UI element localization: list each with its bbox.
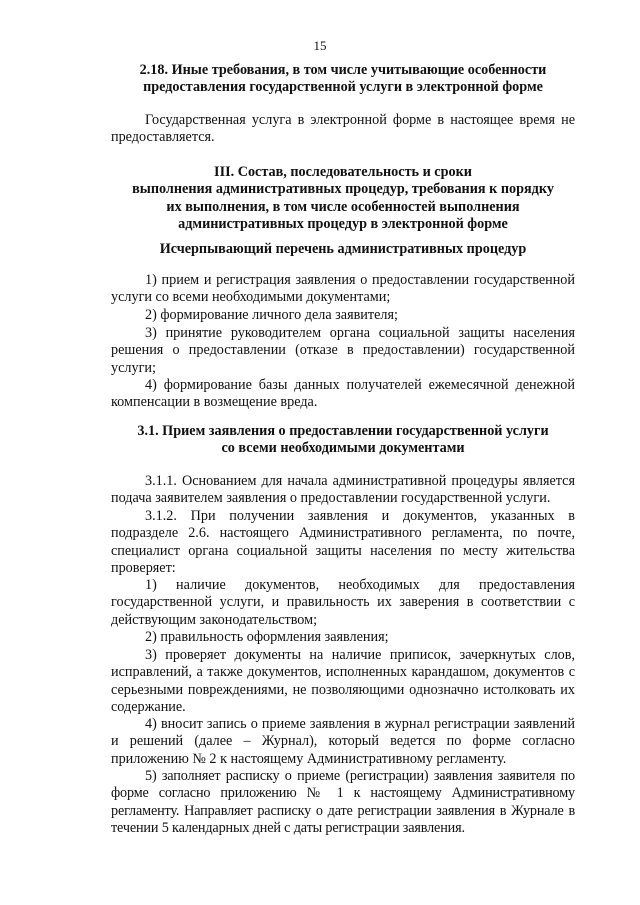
- section-3-title-line: III. Состав, последовательность и сроки: [214, 164, 472, 180]
- section-3-title-line: их выполнения, в том числе особенностей выполнения: [166, 198, 520, 215]
- section-3-title-line: административных процедур в электронной форме: [178, 216, 508, 233]
- section-3-title-line: выполнения административных процедур, требования к порядку: [132, 181, 554, 198]
- procedures-list-heading: Исчерпывающий перечень административных процедур: [159, 241, 527, 257]
- paragraph-3-1-2: 3.1.2. При получении заявления и документов, указанных в подразделе 2.6. настоящего Административного регламента, по почте, специалист органа социальной защиты населения по месту жительства проверяет:: [111, 508, 575, 577]
- section-3-title: [111, 164, 575, 234]
- check-item: 4) вносит запись о приеме заявления в журнал регистрации заявлений и решений (далее – Журнал), который ведется по форме согласно приложению № 2 к настоящему Административному регламенту.: [111, 716, 575, 767]
- check-item: 1) наличие документов, необходимых для предоставления государственной услуги, и правильность их заверения в соответствии с действующим законодательством;: [111, 577, 575, 628]
- section-2-18-title: 2.18. Иные требования, в том числе учитывающие особенности предоставления государственной услуги в электронной форме: [139, 62, 547, 96]
- check-item: 5) заполняет расписку о приеме (регистрации) заявления заявителя по форме согласно приложению № 1 к настоящему Административному регламенту. Направляет расписку о дате регистрации заявления в Журнале в течении 5 календарных дней с даты регистрации заявления.: [111, 768, 575, 837]
- procedure-item: 2) формирование личного дела заявителя;: [145, 307, 398, 323]
- check-item: 2) правильность оформления заявления;: [145, 629, 389, 645]
- procedure-item: 4) формирование базы данных получателей ежемесячной денежной компенсации в возмещение вреда.: [111, 377, 575, 411]
- section-3-1-title: [111, 423, 575, 458]
- section-2-18-text: Государственная услуга в электронной форме в настоящее время не предоставляется.: [111, 112, 575, 146]
- procedure-item: 3) принятие руководителем органа социальной защиты населения решения о предоставлении (отказе в предоставлении) государственной услуги;: [111, 325, 575, 376]
- procedure-item: 1) прием и регистрация заявления о предоставлении государственной услуги со всеми необходимыми документами;: [111, 272, 575, 306]
- page-number: 15: [313, 38, 327, 53]
- section-3-1-title-line: 3.1. Прием заявления о предоставлении государственной услуги: [137, 423, 549, 439]
- check-item: 3) проверяет документы на наличие приписок, зачеркнутых слов, исправлений, а также документов, исполненных карандашом, документов с серьезными повреждениями, не позволяющими однозначно истолковать их содержание.: [111, 647, 575, 716]
- section-3-1-title-line: со всеми необходимыми документами: [221, 440, 465, 457]
- paragraph-3-1-1: 3.1.1. Основанием для начала административной процедуры является подача заявителем заявления о предоставлении государственной услуги.: [111, 473, 575, 507]
